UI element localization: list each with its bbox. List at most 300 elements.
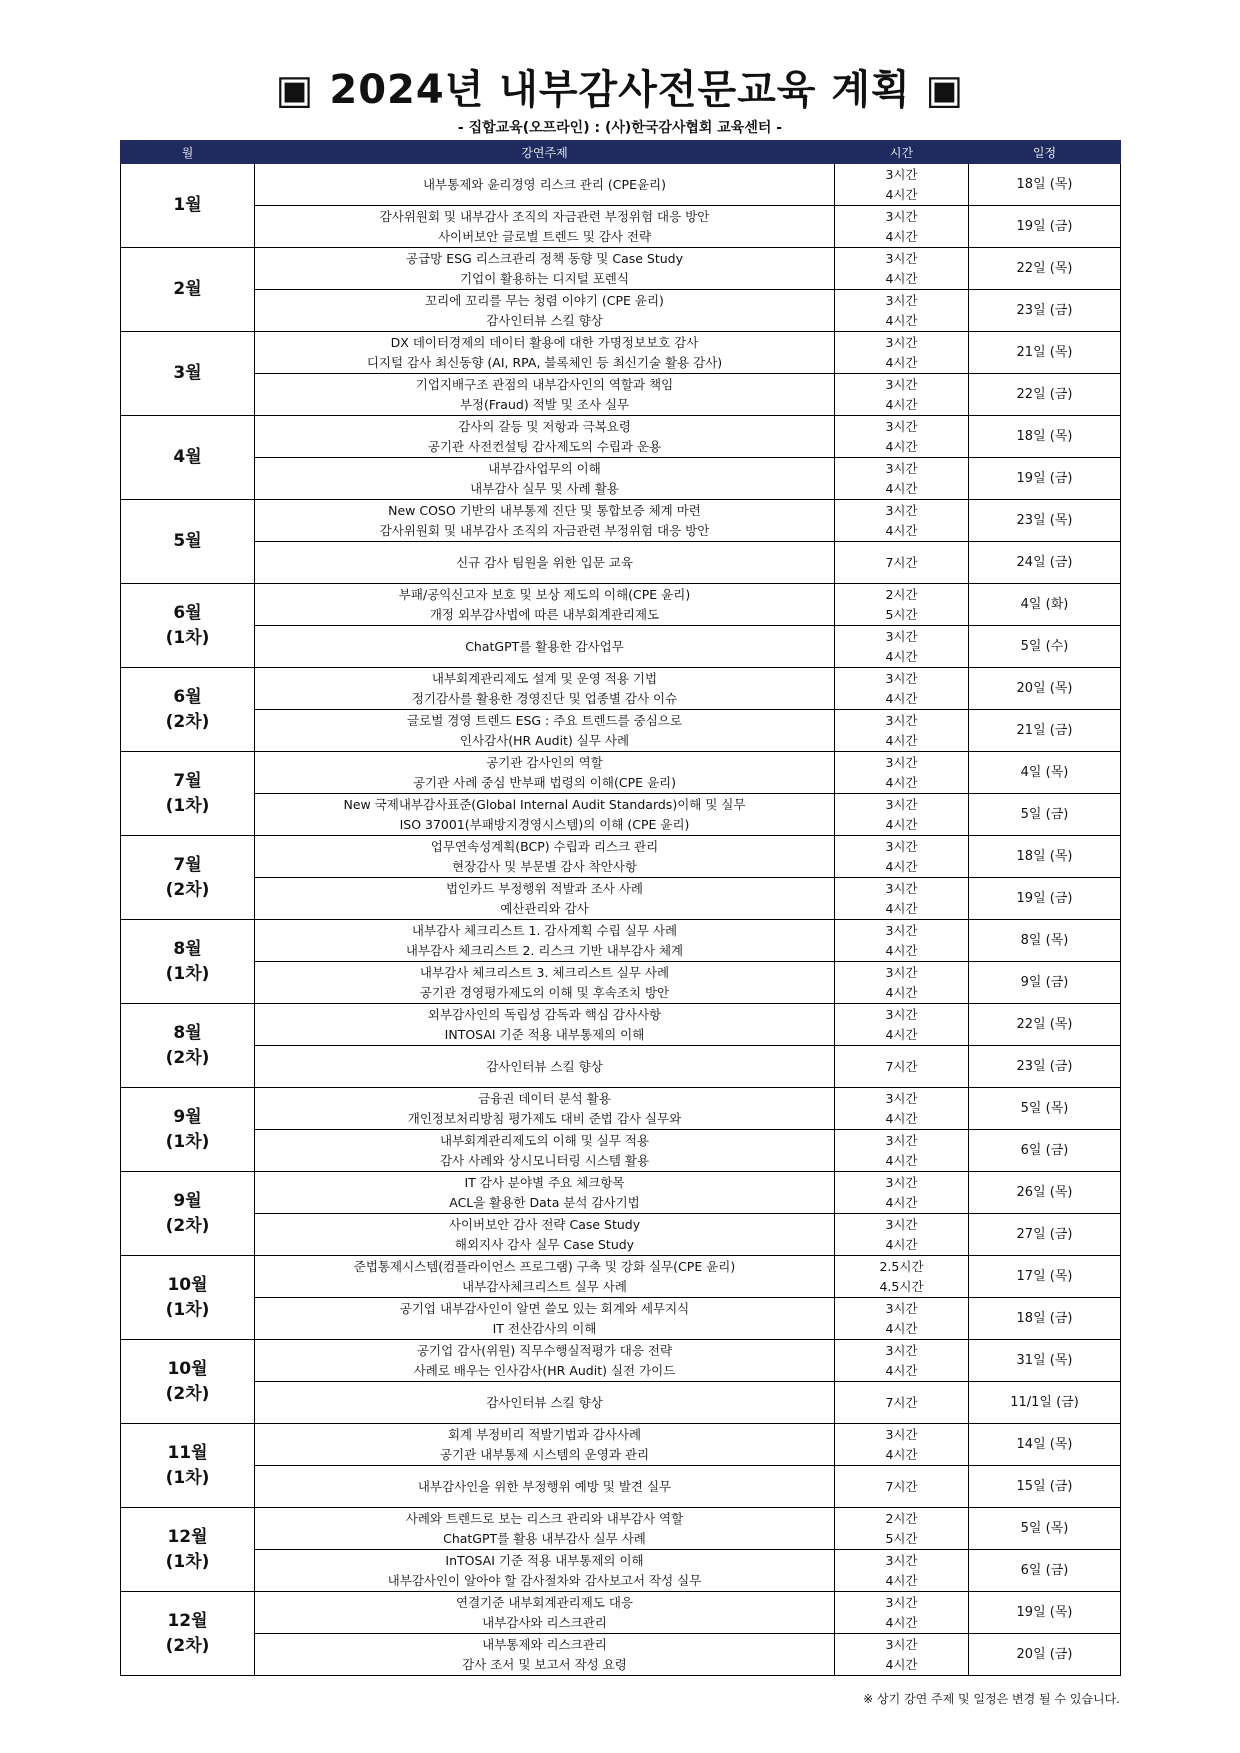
hours-cell — [835, 794, 969, 836]
date-cell: 22일 (금) — [969, 374, 1121, 416]
hours-cell — [835, 1172, 969, 1214]
topic-cell — [255, 1634, 835, 1676]
hours-value: 3시간 — [885, 1090, 918, 1106]
hours-value: 2시간 — [885, 1510, 918, 1526]
topic-line: 감사 조서 및 보고서 작성 요령 — [462, 1656, 627, 1672]
topic-line: 법인카드 부정행위 적발과 조사 사례 — [445, 880, 644, 896]
hours-value: 3시간 — [885, 334, 918, 350]
topic-line: 정기감사를 활용한 경영진단 및 업종별 감사 이슈 — [411, 690, 678, 706]
hours-value: 4시간 — [885, 186, 918, 202]
month-label: 6월 — [173, 602, 202, 623]
topic-line: 공기관 감사인의 역할 — [486, 754, 603, 770]
hours-value: 4시간 — [885, 1614, 918, 1630]
topic-cell — [255, 500, 835, 542]
hours-cell — [835, 1046, 969, 1088]
table-row — [121, 1088, 1121, 1130]
hours-value: 4시간 — [885, 1026, 918, 1042]
month-cell — [121, 836, 255, 920]
hours-value: 4시간 — [885, 438, 918, 454]
table-header-row — [121, 141, 1121, 164]
hours-value: 3시간 — [885, 796, 918, 812]
topic-cell — [255, 1004, 835, 1046]
topic-line: 내부감사와 리스크관리 — [482, 1614, 607, 1630]
topic-line: 업무연속성계획(BCP) 수립과 리스크 관리 — [430, 838, 659, 854]
table-row — [121, 1004, 1121, 1046]
date-cell: 20일 (금) — [969, 1634, 1121, 1676]
date-cell: 18일 (목) — [969, 164, 1121, 206]
hours-cell — [835, 500, 969, 542]
topic-line: 사례로 배우는 인사감사(HR Audit) 실전 가이드 — [413, 1362, 676, 1378]
topic-line: 공기관 내부통제 시스템의 운영과 관리 — [439, 1446, 650, 1462]
topic-cell — [255, 1592, 835, 1634]
table-row — [121, 1214, 1121, 1256]
hours-cell — [835, 290, 969, 332]
month-label: 1월 — [173, 195, 202, 215]
month-label: 10월 — [167, 1358, 208, 1379]
topic-line: 감사 사례와 상시모니터링 시스템 활용 — [439, 1152, 650, 1168]
hours-cell — [835, 962, 969, 1004]
hours-value: 5시간 — [885, 1530, 918, 1546]
hours-value: 4시간 — [885, 480, 918, 496]
hours-value: 7시간 — [885, 1394, 918, 1410]
date-cell: 19일 (목) — [969, 1592, 1121, 1634]
topic-line: 부정(Fraud) 적발 및 조사 실무 — [459, 396, 630, 412]
hours-cell — [835, 626, 969, 668]
topic-line: ChatGPT를 활용 내부감사 실무 사례 — [443, 1530, 646, 1546]
topic-line: 공기관 사례 중심 반부패 법령의 이해(CPE 윤리) — [412, 774, 677, 790]
topic-line: 내부통제와 리스크관리 — [482, 1636, 607, 1652]
hours-value: 2.5시간 — [879, 1258, 924, 1274]
table-row — [121, 248, 1121, 290]
hours-cell — [835, 1088, 969, 1130]
topic-cell — [255, 458, 835, 500]
hours-value: 4시간 — [885, 900, 918, 916]
month-round: (1차) — [165, 795, 210, 816]
topic-line: New 국제내부감사표준(Global Internal Audit Standards)이해 및 실무 — [343, 796, 746, 812]
date-cell: 18일 (목) — [969, 416, 1121, 458]
month-label: 10월 — [167, 1274, 208, 1295]
hours-value: 4시간 — [885, 1362, 918, 1378]
hours-value: 4시간 — [885, 816, 918, 832]
hours-cell — [835, 920, 969, 962]
table-row — [121, 710, 1121, 752]
topic-line: 개정 외부감사법에 따른 내부회계관리제도 — [429, 606, 660, 622]
topic-line: 감사인터뷰 스킬 향상 — [486, 312, 603, 328]
topic-line: INTOSAI 기준 적용 내부통제의 이해 — [444, 1026, 645, 1042]
topic-line: 신규 감사 팀원을 위한 입문 교육 — [456, 554, 633, 570]
table-row — [121, 1508, 1121, 1550]
table-row — [121, 1382, 1121, 1424]
footnote: ※ 상기 강연 주제 및 일정은 변경 될 수 있습니다. — [863, 1692, 1120, 1706]
month-round: (2차) — [165, 1383, 210, 1404]
hours-value: 4시간 — [885, 1110, 918, 1126]
hours-value: 4시간 — [885, 690, 918, 706]
date-cell: 23일 (금) — [969, 1046, 1121, 1088]
topic-line: 공기업 감사(위원) 직무수행실적평가 대응 전략 — [416, 1342, 673, 1358]
topic-line: 감사위원회 및 내부감사 조직의 자금관련 부정위험 대응 방안 — [379, 208, 710, 224]
hours-value: 3시간 — [885, 1552, 918, 1568]
topic-line: 준법통제시스템(컴플라이언스 프로그램) 구축 및 강화 실무(CPE 윤리) — [353, 1258, 736, 1274]
month-cell — [121, 1172, 255, 1256]
topic-cell — [255, 290, 835, 332]
table-row — [121, 500, 1121, 542]
month-cell — [121, 332, 255, 416]
month-cell — [121, 500, 255, 584]
month-cell — [121, 416, 255, 500]
table-row — [121, 668, 1121, 710]
topic-cell — [255, 962, 835, 1004]
hours-value: 3시간 — [885, 964, 918, 980]
month-cell — [121, 1508, 255, 1592]
month-round: (2차) — [165, 711, 210, 732]
hours-cell — [835, 1298, 969, 1340]
table-row — [121, 542, 1121, 584]
date-cell: 9일 (금) — [969, 962, 1121, 1004]
table-row — [121, 1340, 1121, 1382]
hours-cell — [835, 1130, 969, 1172]
topic-line: 내부회계관리제도의 이해 및 실무 적용 — [439, 1132, 650, 1148]
hours-value: 4.5시간 — [879, 1278, 924, 1294]
topic-line: 사이버보안 감사 전략 Case Study — [448, 1216, 641, 1232]
month-round: (1차) — [165, 1551, 210, 1572]
hours-value: 3시간 — [885, 880, 918, 896]
hours-value: 4시간 — [885, 1446, 918, 1462]
topic-cell — [255, 878, 835, 920]
month-label: 8월 — [173, 1022, 202, 1043]
month-label: 11월 — [167, 1442, 208, 1463]
topic-cell — [255, 1382, 835, 1424]
hours-value: 4시간 — [885, 312, 918, 328]
topic-line: 기업지배구조 관점의 내부감사인의 역할과 책임 — [415, 376, 674, 392]
date-cell: 19일 (금) — [969, 206, 1121, 248]
topic-line: ChatGPT를 활용한 감사업무 — [465, 638, 624, 654]
date-cell: 27일 (금) — [969, 1214, 1121, 1256]
month-label: 7월 — [173, 854, 202, 875]
hours-value: 3시간 — [885, 1426, 918, 1442]
month-cell — [121, 584, 255, 668]
topic-line: 글로벌 경영 트렌드 ESG : 주요 트렌드를 중심으로 — [407, 712, 682, 728]
hours-value: 4시간 — [885, 522, 918, 538]
month-round: (1차) — [165, 627, 210, 648]
table-row — [121, 1298, 1121, 1340]
month-label: 4월 — [173, 447, 202, 467]
topic-cell — [255, 794, 835, 836]
topic-line: 감사의 갈등 및 저항과 극복요령 — [458, 418, 631, 434]
table-row — [121, 332, 1121, 374]
month-round: (2차) — [165, 879, 210, 900]
table-row — [121, 1466, 1121, 1508]
date-cell: 19일 (금) — [969, 458, 1121, 500]
topic-line: 공기관 사전컨설팅 감사제도의 수립과 운용 — [427, 438, 662, 454]
hours-value: 4시간 — [885, 270, 918, 286]
date-cell: 5일 (금) — [969, 794, 1121, 836]
topic-line: DX 데이터경제의 데이터 활용에 대한 가명정보보호 감사 — [390, 334, 699, 350]
topic-cell — [255, 1466, 835, 1508]
month-cell — [121, 1256, 255, 1340]
date-cell: 8일 (목) — [969, 920, 1121, 962]
hours-value: 3시간 — [885, 292, 918, 308]
date-cell: 18일 (목) — [969, 836, 1121, 878]
hours-value: 3시간 — [885, 502, 918, 518]
hours-value: 4시간 — [885, 1194, 918, 1210]
table-row — [121, 1256, 1121, 1298]
topic-line: 공기관 경영평가제도의 이해 및 후속조치 방안 — [419, 984, 670, 1000]
topic-cell — [255, 1508, 835, 1550]
hours-value: 7시간 — [885, 1478, 918, 1494]
date-cell: 20일 (목) — [969, 668, 1121, 710]
hours-value: 3시간 — [885, 1342, 918, 1358]
table-row — [121, 1172, 1121, 1214]
topic-line: 개인정보처리방침 평가제도 대비 준법 감사 실무와 — [407, 1110, 682, 1126]
table-row — [121, 1046, 1121, 1088]
table-row — [121, 206, 1121, 248]
hours-value: 3시간 — [885, 460, 918, 476]
topic-cell — [255, 836, 835, 878]
hours-value: 3시간 — [885, 418, 918, 434]
schedule-table — [120, 140, 1121, 1676]
date-cell: 23일 (목) — [969, 500, 1121, 542]
hours-value: 3시간 — [885, 208, 918, 224]
date-cell: 6일 (금) — [969, 1550, 1121, 1592]
hours-value: 4시간 — [885, 984, 918, 1000]
hours-value: 4시간 — [885, 1572, 918, 1588]
hours-cell — [835, 458, 969, 500]
month-cell — [121, 1592, 255, 1676]
month-cell — [121, 1340, 255, 1424]
hours-cell — [835, 542, 969, 584]
topic-line: 내부감사업무의 이해 — [488, 460, 601, 476]
table-row — [121, 1130, 1121, 1172]
table-row — [121, 374, 1121, 416]
topic-line: 디지털 감사 최신동향 (AI, RPA, 블록체인 등 최신기술 활용 감사) — [366, 354, 723, 370]
schedule-body — [121, 164, 1121, 1676]
hours-cell — [835, 710, 969, 752]
page-title: ▣ 2024년 내부감사전문교육 계획 ▣ — [275, 67, 965, 113]
hours-value: 4시간 — [885, 732, 918, 748]
hours-cell — [835, 1340, 969, 1382]
hours-cell — [835, 668, 969, 710]
topic-cell — [255, 1046, 835, 1088]
date-cell: 5일 (목) — [969, 1088, 1121, 1130]
table-row — [121, 920, 1121, 962]
hours-value: 3시간 — [885, 754, 918, 770]
topic-cell — [255, 164, 835, 206]
topic-line: 연결기준 내부회계관리제도 대응 — [456, 1594, 633, 1610]
month-round: (1차) — [165, 1299, 210, 1320]
hours-value: 3시간 — [885, 922, 918, 938]
topic-cell — [255, 374, 835, 416]
hours-value: 3시간 — [885, 1216, 918, 1232]
month-cell — [121, 920, 255, 1004]
hours-cell — [835, 1592, 969, 1634]
hours-cell — [835, 1508, 969, 1550]
col-header-date: 일정 — [969, 141, 1121, 164]
month-cell — [121, 668, 255, 752]
table-row — [121, 962, 1121, 1004]
month-cell — [121, 1088, 255, 1172]
hours-cell — [835, 752, 969, 794]
topic-line: 내부감사인이 알아야 할 감사절차와 감사보고서 작성 실무 — [387, 1572, 702, 1588]
month-label: 2월 — [173, 279, 202, 299]
topic-line: 공기업 내부감사인이 알면 쓸모 있는 회계와 세무지식 — [399, 1300, 690, 1316]
date-cell: 11/1일 (금) — [969, 1382, 1121, 1424]
date-cell: 17일 (목) — [969, 1256, 1121, 1298]
topic-line: 사례와 트렌드로 보는 리스크 관리와 내부감사 역할 — [405, 1510, 684, 1526]
topic-line: 내부감사 체크리스트 1. 감사계획 수립 실무 사례 — [411, 922, 678, 938]
month-cell — [121, 248, 255, 332]
topic-line: 내부감사인을 위한 부정행위 예방 및 발견 실무 — [417, 1478, 672, 1494]
topic-line: 예산관리와 감사 — [500, 900, 589, 916]
table-row — [121, 752, 1121, 794]
topic-line: 내부감사체크리스트 실무 사례 — [462, 1278, 627, 1294]
col-header-month: 월 — [121, 141, 255, 164]
topic-line: 현장감사 및 부문별 감사 착안사항 — [452, 858, 637, 874]
date-cell: 26일 (목) — [969, 1172, 1121, 1214]
topic-line: 감사인터뷰 스킬 향상 — [486, 1394, 603, 1410]
table-row — [121, 458, 1121, 500]
hours-value: 7시간 — [885, 554, 918, 570]
topic-cell — [255, 1088, 835, 1130]
topic-line: 내부회계관리제도 설계 및 운영 적용 기법 — [431, 670, 658, 686]
date-cell: 21일 (금) — [969, 710, 1121, 752]
date-cell: 19일 (금) — [969, 878, 1121, 920]
hours-value: 3시간 — [885, 628, 918, 644]
topic-line: IT 전산감사의 이해 — [492, 1320, 597, 1336]
page-subtitle: - 집합교육(오프라인) : (사)한국감사협회 교육센터 - — [457, 120, 783, 136]
hours-cell — [835, 878, 969, 920]
month-label: 12월 — [167, 1610, 208, 1631]
hours-value: 3시간 — [885, 250, 918, 266]
hours-value: 4시간 — [885, 1236, 918, 1252]
month-round: (1차) — [165, 1467, 210, 1488]
topic-line: 기업이 활용하는 디지털 포렌식 — [460, 270, 629, 286]
date-cell: 15일 (금) — [969, 1466, 1121, 1508]
hours-value: 3시간 — [885, 166, 918, 182]
topic-cell — [255, 920, 835, 962]
topic-line: IT 감사 분야별 주요 체크항목 — [464, 1174, 625, 1190]
date-cell: 4일 (화) — [969, 584, 1121, 626]
hours-cell — [835, 1214, 969, 1256]
hours-value: 4시간 — [885, 1656, 918, 1672]
topic-cell — [255, 1256, 835, 1298]
table-row — [121, 416, 1121, 458]
month-label: 12월 — [167, 1526, 208, 1547]
hours-value: 3시간 — [885, 1174, 918, 1190]
month-round: (2차) — [165, 1047, 210, 1068]
month-round: (1차) — [165, 1131, 210, 1152]
hours-value: 3시간 — [885, 1300, 918, 1316]
hours-cell — [835, 1004, 969, 1046]
topic-line: 금융권 데이터 분석 활용 — [478, 1090, 611, 1106]
date-cell: 21일 (목) — [969, 332, 1121, 374]
hours-cell — [835, 584, 969, 626]
hours-value: 4시간 — [885, 228, 918, 244]
topic-cell — [255, 1424, 835, 1466]
month-label: 8월 — [173, 938, 202, 959]
hours-value: 3시간 — [885, 376, 918, 392]
hours-cell — [835, 248, 969, 290]
topic-line: New COSO 기반의 내부통제 진단 및 통합보증 체계 마련 — [388, 502, 701, 518]
hours-cell — [835, 1382, 969, 1424]
topic-cell — [255, 206, 835, 248]
table-row — [121, 1634, 1121, 1676]
table-row — [121, 164, 1121, 206]
hours-value: 7시간 — [885, 1058, 918, 1074]
topic-line: InTOSAI 기준 적용 내부통제의 이해 — [445, 1552, 644, 1568]
topic-line: 내부감사 체크리스트 2. 리스크 기반 내부감사 체계 — [405, 942, 684, 958]
topic-cell — [255, 1298, 835, 1340]
col-header-hours: 시간 — [835, 141, 969, 164]
date-cell: 18일 (금) — [969, 1298, 1121, 1340]
month-label: 9월 — [173, 1106, 202, 1127]
month-round: (2차) — [165, 1635, 210, 1656]
month-label: 5월 — [173, 531, 202, 551]
hours-value: 3시간 — [885, 712, 918, 728]
topic-line: 내부감사 실무 및 사례 활용 — [470, 480, 619, 496]
hours-value: 4시간 — [885, 648, 918, 664]
date-cell: 5일 (목) — [969, 1508, 1121, 1550]
topic-line: 감사인터뷰 스킬 향상 — [486, 1058, 603, 1074]
topic-cell — [255, 1550, 835, 1592]
hours-value: 4시간 — [885, 396, 918, 412]
topic-line: 회계 부정비리 적발기법과 감사사례 — [447, 1426, 642, 1442]
date-cell: 4일 (목) — [969, 752, 1121, 794]
hours-value: 3시간 — [885, 670, 918, 686]
hours-value: 4시간 — [885, 354, 918, 370]
table-row — [121, 1592, 1121, 1634]
topic-cell — [255, 1340, 835, 1382]
month-label: 6월 — [173, 686, 202, 707]
hours-cell — [835, 374, 969, 416]
hours-cell — [835, 1634, 969, 1676]
hours-value: 4시간 — [885, 1152, 918, 1168]
hours-cell — [835, 164, 969, 206]
topic-line: 공급망 ESG 리스크관리 정책 동향 및 Case Study — [406, 250, 683, 266]
topic-line: 꼬리에 꼬리를 무는 청렴 이야기 (CPE 윤리) — [425, 292, 664, 308]
topic-cell — [255, 1130, 835, 1172]
month-cell — [121, 1004, 255, 1088]
hours-cell — [835, 332, 969, 374]
topic-line: 사이버보안 글로벌 트렌드 및 감사 전략 — [437, 228, 652, 244]
topic-cell — [255, 416, 835, 458]
hours-cell — [835, 1550, 969, 1592]
topic-line: 감사위원회 및 내부감사 조직의 자금관련 부정위험 대응 방안 — [379, 522, 710, 538]
hours-value: 3시간 — [885, 1006, 918, 1022]
table-row — [121, 290, 1121, 332]
date-cell: 31일 (목) — [969, 1340, 1121, 1382]
topic-cell — [255, 332, 835, 374]
month-label: 9월 — [173, 1190, 202, 1211]
hours-cell — [835, 1466, 969, 1508]
table-row — [121, 794, 1121, 836]
hours-cell — [835, 416, 969, 458]
date-cell: 22일 (목) — [969, 248, 1121, 290]
hours-cell — [835, 206, 969, 248]
topic-cell — [255, 626, 835, 668]
topic-line: 인사감사(HR Audit) 실무 사례 — [459, 732, 630, 748]
topic-line: ACL을 활용한 Data 분석 감사기법 — [449, 1194, 640, 1210]
hours-value: 4시간 — [885, 774, 918, 790]
hours-value: 3시간 — [885, 1636, 918, 1652]
hours-value: 3시간 — [885, 1132, 918, 1148]
date-cell: 5일 (수) — [969, 626, 1121, 668]
topic-line: ISO 37001(부패방지경영시스템)의 이해 (CPE 윤리) — [399, 816, 690, 832]
month-round: (1차) — [165, 963, 210, 984]
table-row — [121, 1550, 1121, 1592]
topic-line: 외부감사인의 독립성 감독과 핵심 감사사항 — [427, 1006, 662, 1022]
topic-cell — [255, 1172, 835, 1214]
date-cell: 14일 (목) — [969, 1424, 1121, 1466]
